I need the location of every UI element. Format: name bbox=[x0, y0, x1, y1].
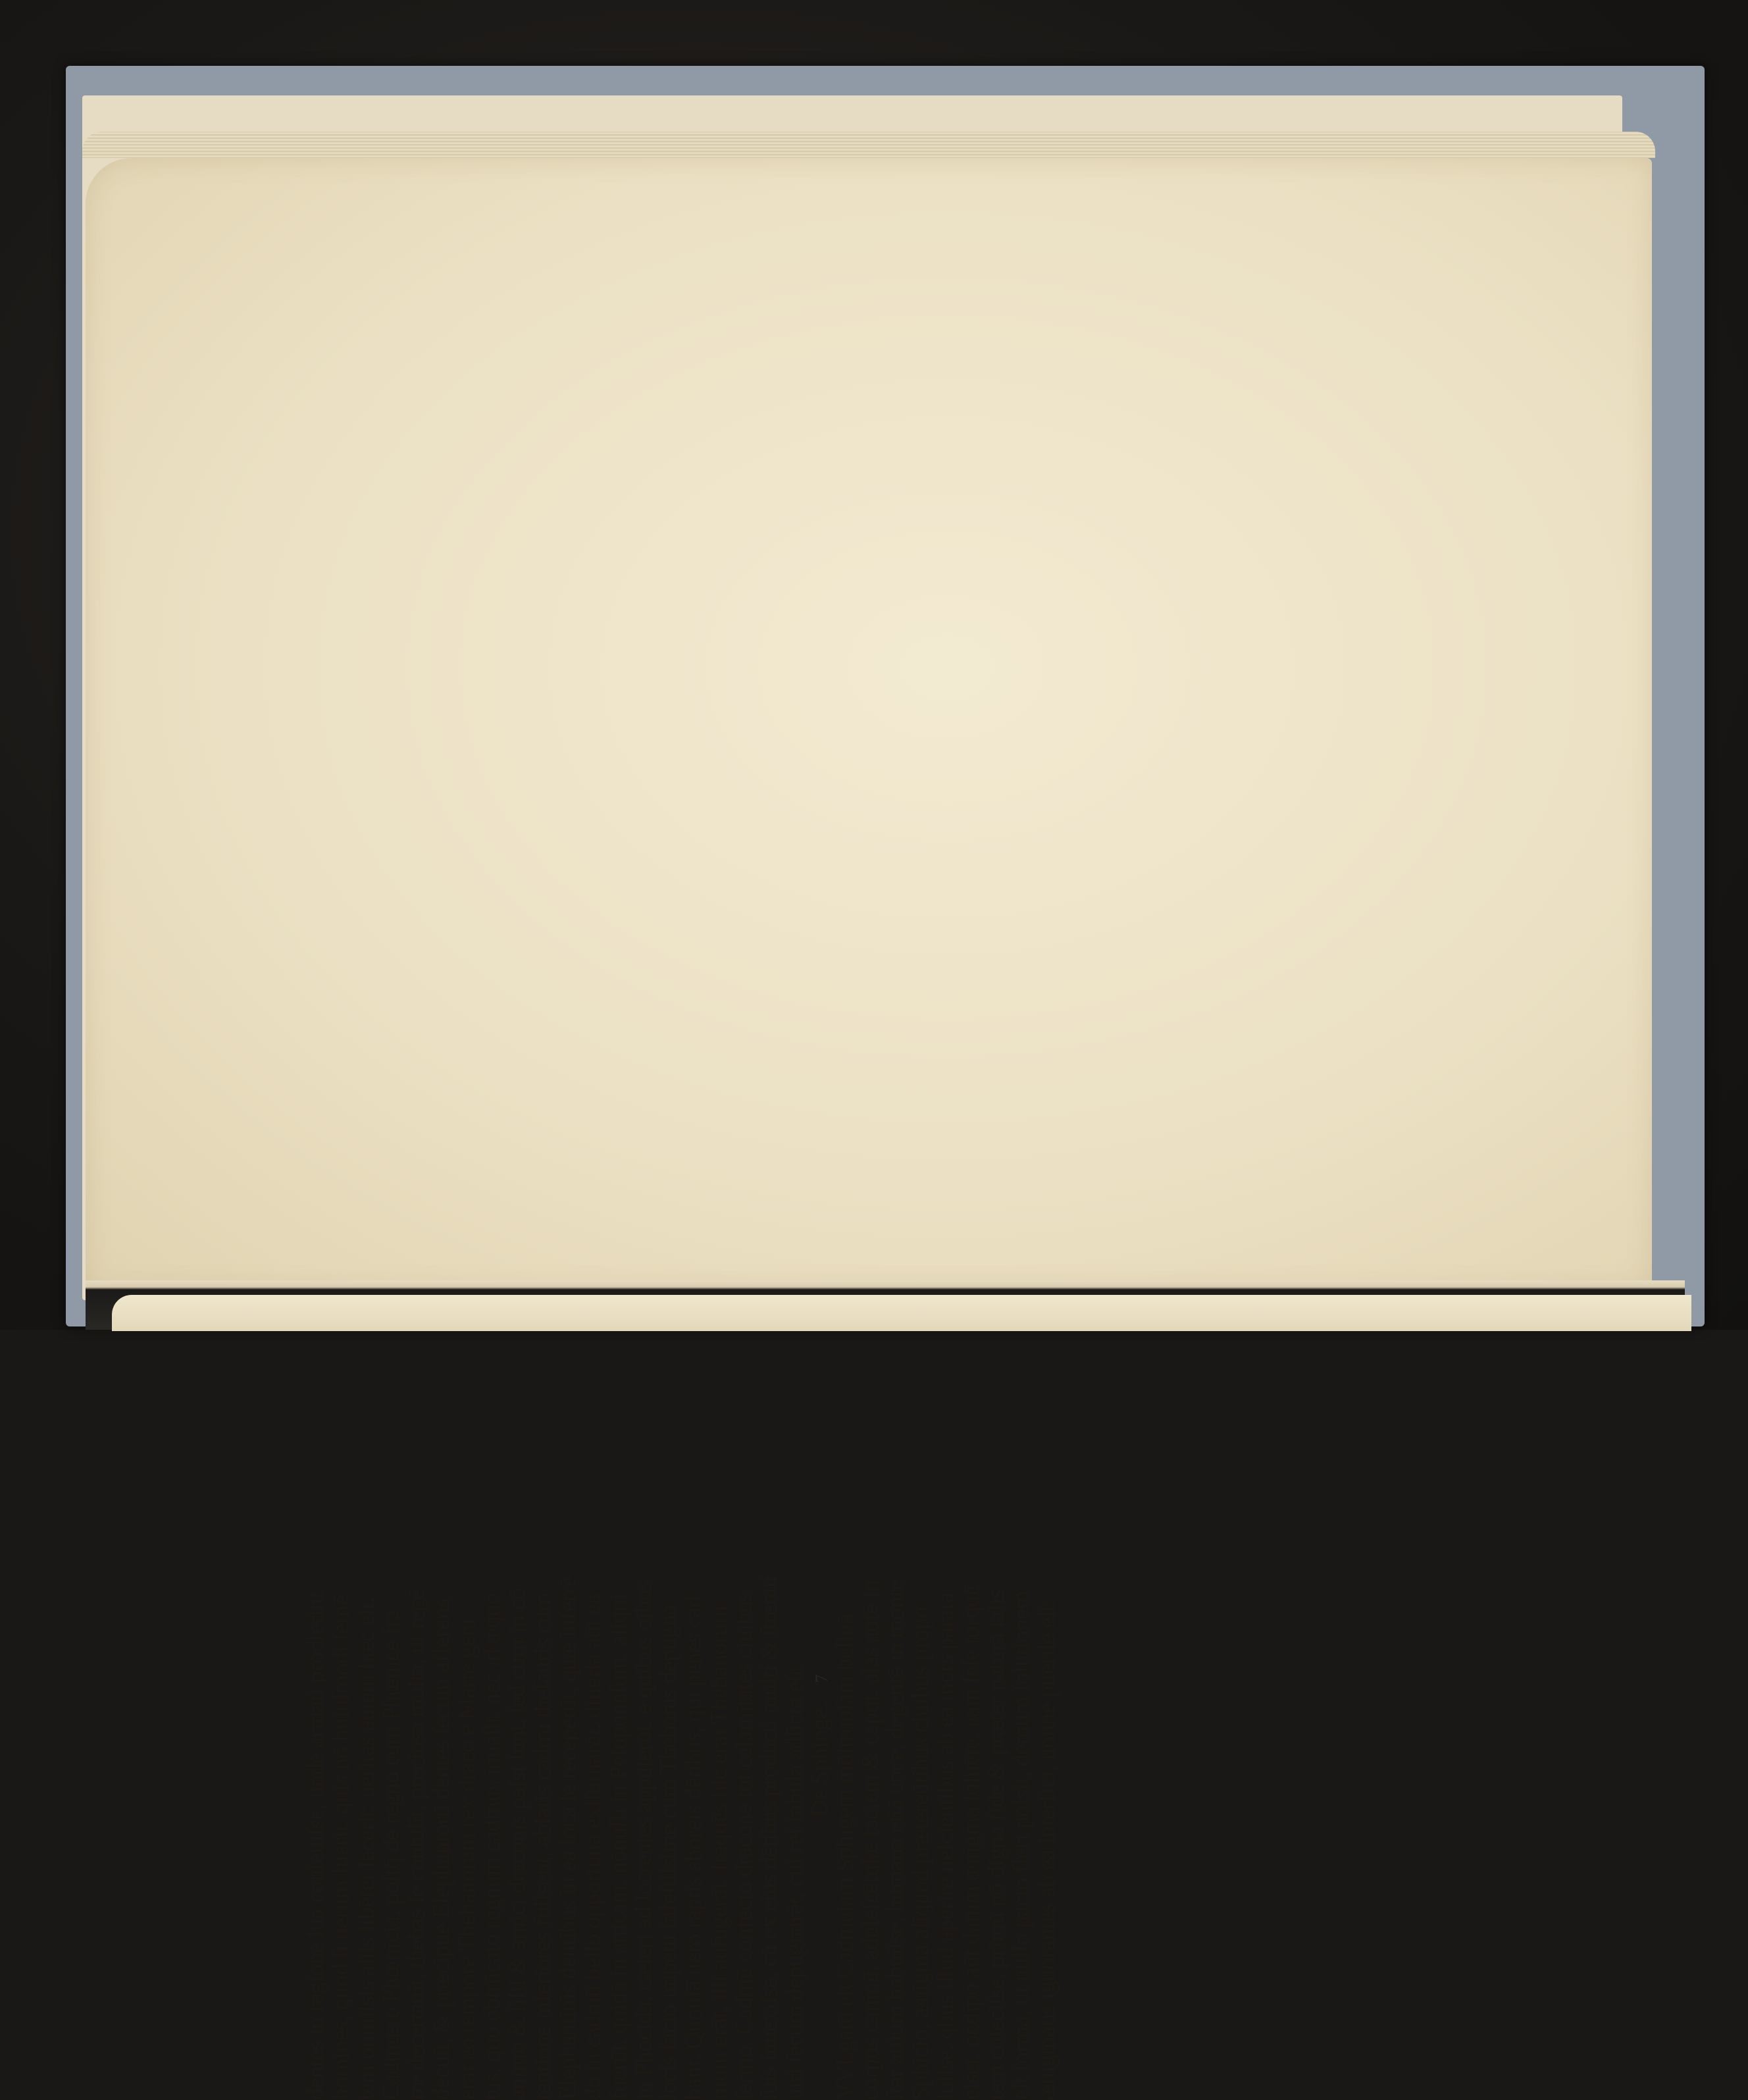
text-line: Cadmus e Phœnicia, poſtq̄ de regno cum Phœnice fra bbox=[377, 1609, 404, 2100]
text-line: VVLgatū eſt Cadmeiam Sphigem mōſtruoſam belluā bbox=[831, 1614, 858, 2100]
section-heading bbox=[807, 1224, 832, 2100]
section-heading-text: De Sphinge. bbox=[806, 1702, 833, 1817]
text-line: eſset, oedipo aūt datum ænigma ſoluēte, eam ſeſe torquē bbox=[957, 1585, 984, 2100]
text-line: ſtar auium habuiſse, humana etiā uoce, degentē in monte bbox=[881, 1580, 908, 2100]
text-line: erat eo tempore Thebanorum rex draco e Marte geni bbox=[453, 1618, 480, 2100]
text-line: Sphicio, ænigma aliquod prætereūtibus ciuibus propo bbox=[907, 1606, 934, 2100]
text-line: homines, quod ſi uerum fuerit, quis nō huiuſmodi ſemē bbox=[327, 1595, 354, 2100]
page-stack-edge bbox=[82, 132, 1655, 158]
text-line: bant. Quoniā uero raptis eboreis dētibus, qui penes cad bbox=[680, 1596, 707, 2100]
text-line: ænigmatis ignorantes ab ea interfici, nonne puerile eſt: bbox=[1033, 1598, 1060, 2100]
text-line: tus, quo obtrūcato regnum cadmus inuaſit: nec id æquo bbox=[478, 1593, 505, 2100]
text-line: animo & filii & amici draconis paſsi ſunt, ſed cum in cō bbox=[503, 1588, 530, 2100]
text-line: locis facto impetu infeſtiſsime cum Thebanis depugna bbox=[655, 1604, 682, 2100]
text-line: fuerūt, quidā in atticam, nōnulli in Peloponeſum, aliqui bbox=[604, 1593, 631, 2100]
text-line: ſermo. Cadmū confecto dracone tot calamitates ciuibus bbox=[731, 1592, 758, 2100]
text-line: tem cōſeciſse. primū nō digna fide & præter naturā talis bbox=[983, 1589, 1010, 2100]
text-line: in Phocida, cæteri ad locrenſes appulerūt. e quibus oībus bbox=[629, 1580, 656, 2100]
text-line: Elephantinis dentibus in ea loca ſe receperūt, quæ inferrē bbox=[553, 1576, 580, 2100]
text-line: ſuiſse, qbus illud aperire neſcientibus ab ea mors parata bbox=[932, 1593, 959, 2100]
text-line: do in cadmū bello opportuna exiſtimarēt, diuerſa aūt ea bbox=[579, 1594, 606, 2100]
text-line: dentes in regione ſua conſeuiſse, unde armati prodierint bbox=[302, 1592, 328, 2100]
book-page bbox=[86, 158, 1652, 1290]
page-text-block bbox=[303, 1224, 1059, 2100]
handwritten-number: 7 bbox=[811, 1674, 831, 1683]
text-line: uiri ſecum depugnarēt, cui rei fabula adſicta eſt. bbox=[781, 1664, 808, 2100]
text-line: decuit, & præcipue Elephantorū dentes ſecum afferens, bbox=[428, 1593, 455, 2100]
text-line: ſuis inuexiſse, cū ex eius dētibus producti multi & ſtrenui bbox=[756, 1575, 783, 2100]
text-line: corpus caninū, aduleſcētulæ faciem & caput, alas autē in bbox=[856, 1580, 883, 2100]
text-line: mum erāt, illi aufugerāt, frequēs hic erat Thebanorum bbox=[705, 1606, 732, 2100]
text-line: tre decertauit, thebas ſe contulit, preciosa multa, ut regē bbox=[403, 1589, 430, 2100]
text-line: tem omniſsis aliis libēter ſecerit: ueritas autem hæc eſt. bbox=[352, 1597, 379, 2100]
text-line: eſt forma, ut nullo pacto fieri poſsit, demum ſolutionem bbox=[1008, 1590, 1035, 2100]
text-line: tentione inferiores fuiſsent, ablatis cadmi theſauris cum bbox=[528, 1593, 555, 2100]
